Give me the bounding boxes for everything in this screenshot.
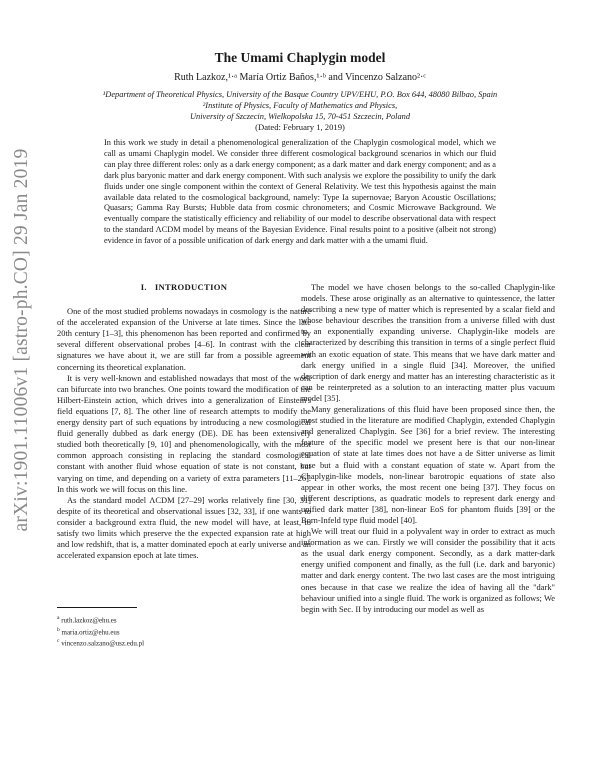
- email-link[interactable]: vincenzo.salzano@usz.edu.pl: [61, 639, 145, 648]
- paragraph: As the standard model ΛCDM [27–29] works relatively fine [30, 31] despite of its theoretical and observational issues [32, 33], if one wants to consider a background extra fluid, the new model will have, at least, to satisfy two limits which preserve the the expected expansion rate at high and low redshift, that is, a matter dominated epoch at early universe and an accelerated expansion epoch at late times.: [57, 494, 311, 561]
- affiliation-2: ²Institute of Physics, Faculty of Mathematics and Physics,: [202, 101, 398, 110]
- footnote: $^c$ vincenzo.salzano@usz.edu.pl: [57, 638, 145, 648]
- paragraph: The model we have chosen belongs to the so-called Chaplygin-like models. These arose originally as an alternative to quintessence, the latter describing a new type of matter which is represented by a scalar field and whose behaviour describes the transition from a universe filled with dust to an exponentially expanding universe. Chaplygin-like models are characterized by describing this transition in terms of a single perfect fluid with an exotic equation of state. This means that we have dark matter and dark energy unified in a single fluid [34]. Moreover, the unified description of dark energy and matter has an interesting characteristic as it can be reinterpreted as a solution to an interacting matter plus vacuum model [35].: [301, 282, 555, 403]
- email-link[interactable]: maria.ortiz@ehu.eus: [61, 628, 120, 637]
- abstract: In this work we study in detail a phenomenological generalization of the Chaplygin cosmological model, which we call as umami Chaplygin model. We consider three different cosmological background scenarios in which our fluid can play three different roles: only as a dark energy component; as a dark matter and dark energy component; and as a dark plus baryonic matter and dark energy component. With such analysis we explore the possibility to unify the dark fluids under one single component within the context of General Relativity. We test this hypothesis against the main available data related to the cosmological background, namely: Type Ia supernovae; Baryon Acoustic Oscillations; Quasars; Gamma Ray Bursts; Hubble data from cosmic chronometers; and Cosmic Microwave Background. We eventually compare the statistically efficiency and reliability of our model to describe observational data with respect to the standard ΛCDM model by means of the Bayesian Evidence. Final results point to a positive (albeit not strong) evidence in favor of a possible unification of dark energy and dark matter with a the umami fluid.: [104, 138, 496, 246]
- author-list: Ruth Lazkoz,¹·ᵃ María Ortiz Baños,¹·ᵇ and Vincenzo Salzano²·ᶜ: [174, 72, 426, 83]
- affiliation-3: University of Szczecin, Wielkopolska 15, 70-451 Szczecin, Poland: [189, 112, 411, 121]
- right-column: [301, 282, 555, 615]
- footnote: $^b$ maria.ortiz@ehu.eus: [57, 626, 120, 637]
- email-link[interactable]: ruth.lazkoz@ehu.es: [61, 616, 117, 625]
- arxiv-id: arXiv:1901.11006v1 [astro-ph.CO] 29 Jan 2019: [11, 148, 32, 532]
- section-title: INTRODUCTION: [154, 282, 228, 292]
- footnote: $^a$ ruth.lazkoz@ehu.es: [57, 615, 117, 625]
- dated-line: (Dated: February 1, 2019): [255, 122, 345, 132]
- section-number: I.: [140, 282, 147, 292]
- paragraph: One of the most studied problems nowadays in cosmology is the nature of the accelerated expansion of the Universe at late times. Since the late 20th century [1–3], this phenomenon has been reported and confirmed by several different observational probes [4–6]. In contrast with the clear signatures we have about it, we are still far from a possible agreement concerning its theoretical explanation.: [57, 306, 311, 372]
- paragraph: We will treat our fluid in a polyvalent way in order to extract as much information as we can. Firstly we will consider the possibility that it acts as the usual dark energy component. Secondly, as a dark matter-dark energy unified component and finally, as the full (i.e. dark and baryonic) matter and dark energy content. The two last cases are the most intriguing ones because in that case we realize the idea of having all the "dark" behaviour unified into a single fluid. The work is organized as follows; We begin with Sec. II by introducing our model as well as: [301, 526, 555, 614]
- paragraph: It is very well-known and established nowadays that most of the work can bifurcate into two branches. One points toward the modification of the Hilbert-Einstein action, which drives into a generalization of Einstein's field equations [7, 8]. The other line of research attempts to modify the energy density part of such equations by introducing a new cosmological fluid generally dubbed as dark energy (DE). DE has been extensively studied both theoretically [9, 10] and phenomenologically, with the most common approach consisting in replacing the standard cosmological constant with another fluid whose equation of state is not constant, but varying on time, and depending on a variety of extra parameters [11–26]. In this work we will focus on this line.: [57, 372, 311, 494]
- paragraph: Many generalizations of this fluid have been proposed since then, the most studied in the literature are modified Chaplygin, extended Chaplygin and generalized Chaplygin. See [36] for a brief review. The interesting feature of the specific model we present here is that our non-linear equation of state at late times does not have a de Sitter universe as limit case but a fluid with a constant equation of state w. Apart from the Chaplygin-like models, non-linear barotropic equations of state also appear in other works, the most recent one being [37]. They focus on different descriptions, as quadratic models to represent dark energy and unified dark matter [38], non-linear EoS for phantom fluids [39] or the Born-Infeld type fluid model [40].: [301, 404, 555, 525]
- footnote-rule: [57, 607, 137, 608]
- section-heading: [57, 282, 311, 293]
- left-column: [57, 282, 311, 649]
- arxiv-identifier-sidebar: [2, 80, 42, 600]
- affiliation-1: ¹Department of Theoretical Physics, University of the Basque Country UPV/EHU, P.O. Box 644, 48080 Bilbao, Spain: [102, 90, 498, 99]
- paper-title: The Umami Chaplygin model: [214, 50, 386, 65]
